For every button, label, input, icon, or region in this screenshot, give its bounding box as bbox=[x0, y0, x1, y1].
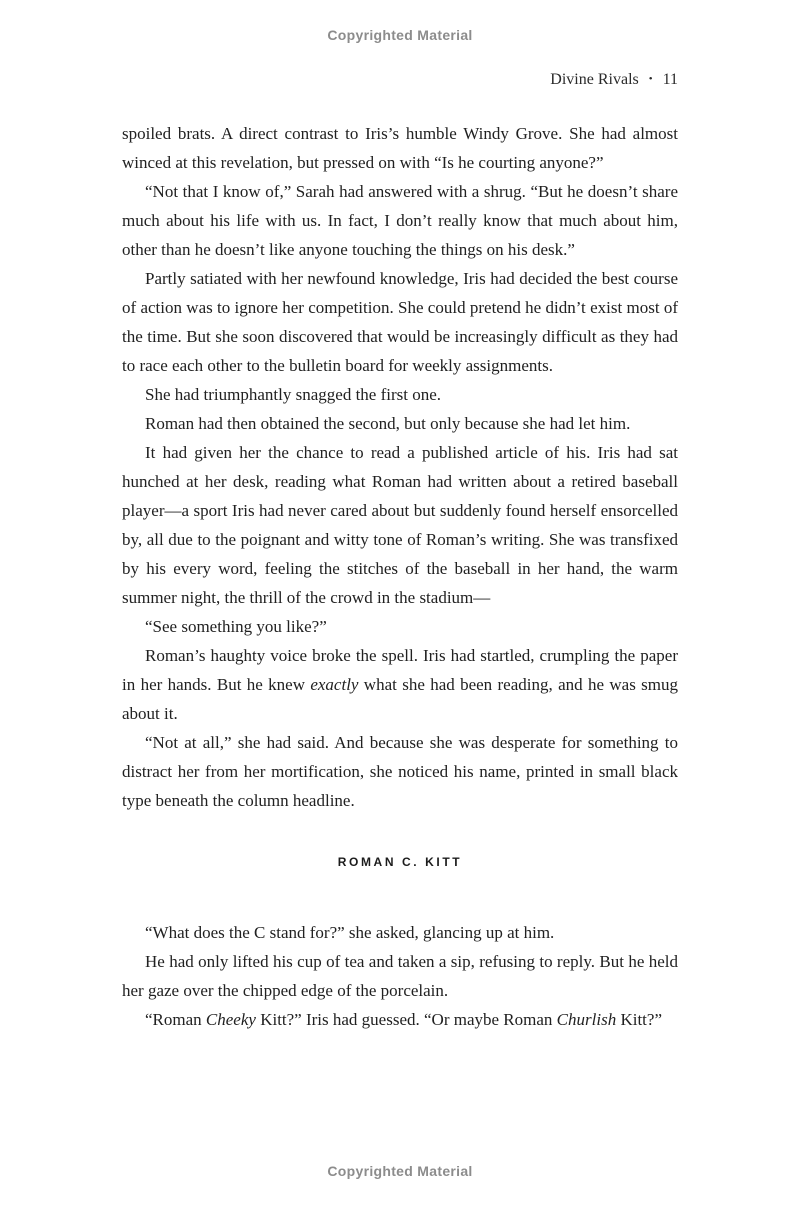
body-text bbox=[122, 119, 678, 1034]
body-paragraph bbox=[122, 264, 678, 380]
body-paragraph bbox=[122, 119, 678, 177]
text-run: He had only lifted his cup of tea and taken a sip, refusing to reply. But he held her gaze over the chipped edge of the porcelain. bbox=[122, 952, 678, 1000]
text-run: Roman had then obtained the second, but only because she had let him. bbox=[145, 414, 631, 433]
body-paragraph bbox=[122, 728, 678, 815]
text-run: “Not at all,” she had said. And because she was desperate for something to distract her from her mortification, she noticed his name, printed in small black type beneath the column headline. bbox=[122, 733, 678, 810]
text-run: “Roman bbox=[145, 1010, 206, 1029]
running-head bbox=[122, 71, 678, 89]
text-run: what she had been reading, and he was smug about it. bbox=[122, 675, 678, 723]
text-run: “Not that I know of,” Sarah had answered with a shrug. “But he doesn’t share much about his life with us. In fact, I don’t really know that much about him, other than he doesn’t like anyone touching the things on his desk.” bbox=[122, 182, 678, 259]
body-paragraph bbox=[122, 177, 678, 264]
body-paragraph bbox=[122, 947, 678, 1005]
section-heading-byline: ROMAN C. KITT bbox=[337, 855, 463, 869]
italic-text-run: exactly bbox=[310, 675, 359, 694]
body-paragraph bbox=[122, 1005, 678, 1034]
text-run: “See something you like?” bbox=[145, 617, 327, 636]
text-run: She had triumphantly snagged the first one. bbox=[145, 385, 442, 404]
running-head-book-title: Divine Rivals bbox=[550, 71, 639, 88]
body-paragraph bbox=[122, 641, 678, 728]
text-run: Kitt?” bbox=[616, 1010, 662, 1029]
copyright-notice-top: Copyrighted Material bbox=[327, 27, 473, 43]
text-run: “What does the C stand for?” she asked, glancing up at him. bbox=[145, 923, 555, 942]
italic-text-run: Churlish bbox=[556, 1010, 617, 1029]
body-paragraph bbox=[122, 409, 678, 438]
running-head-separator-dot: • bbox=[648, 73, 653, 85]
body-paragraph bbox=[122, 438, 678, 612]
text-run: It had given her the chance to read a published article of his. Iris had sat hunched at her desk, reading what Roman had written about a retired baseball player—a sport Iris had never cared about but suddenly found herself ensorcelled by, all due to the poignant and witty tone of Roman’s writing. She was transfixed by his every word, feeling the stitches of the baseball in her hand, the warm summer night, the thrill of the crowd in the stadium— bbox=[122, 443, 678, 607]
italic-text-run: Cheeky bbox=[205, 1010, 256, 1029]
text-run: spoiled brats. A direct contrast to Iris’s humble Windy Grove. She had almost winced at this revelation, but pressed on with “Is he courting anyone?” bbox=[122, 124, 678, 172]
body-paragraph bbox=[122, 918, 678, 947]
body-paragraph bbox=[122, 380, 678, 409]
body-paragraph bbox=[122, 612, 678, 641]
text-run: Roman’s haughty voice broke the spell. Iris had startled, crumpling the paper in her hands. But he knew bbox=[122, 646, 678, 694]
copyright-notice-bottom: Copyrighted Material bbox=[327, 1163, 473, 1179]
text-run: Partly satiated with her newfound knowledge, Iris had decided the best course of action was to ignore her competition. She could pretend he didn’t exist most of the time. But she soon discovered that would be increasingly difficult as they had to race each other to the bulletin board for weekly assignments. bbox=[122, 269, 678, 375]
running-head-page-number: 11 bbox=[662, 71, 678, 88]
text-run: Kitt?” Iris had guessed. “Or maybe Roman bbox=[255, 1010, 557, 1029]
